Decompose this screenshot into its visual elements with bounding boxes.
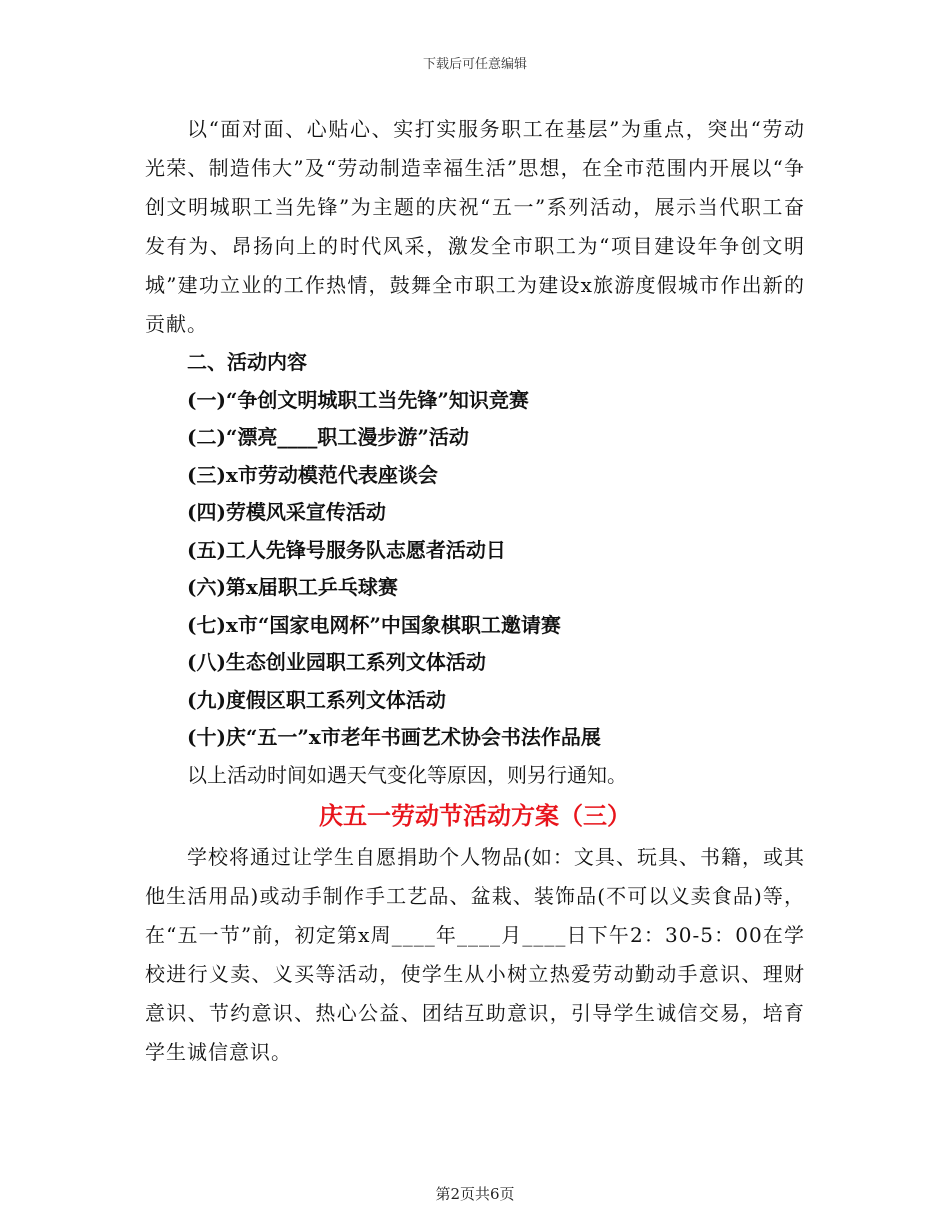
activity-item: (三)x市劳动模范代表座谈会 xyxy=(187,462,438,487)
page-header: 下载后可任意编辑 xyxy=(422,57,527,72)
activity-item: (五)工人先锋号服务队志愿者活动日 xyxy=(187,537,506,562)
activity-item: (九)度假区职工系列文体活动 xyxy=(187,687,446,712)
weather-note: 以上活动时间如遇天气变化等原因，则另行通知。 xyxy=(187,762,627,787)
activity-item: (六)第x届职工乒乓球赛 xyxy=(187,575,398,599)
section-heading: 二、活动内容 xyxy=(187,350,307,374)
activity-item: (二)“漂亮____职工漫步游”活动 xyxy=(187,425,469,449)
activity-item: (四)劳模风采宣传活动 xyxy=(187,500,386,524)
intro-paragraph: 以“面对面、心贴心、实打实服务职工在基层”为重点，突出“劳动光荣、制造伟大”及“劳动制造幸福生活”思想，在全市范围内开展以“争创文明城职工当先锋”为主题的庆祝“五一”系列活动，展示当代职工奋发有为、昂扬向上的时代风采，激发全市职工为“项目建设年争创文明城”建功立业的工作热情，鼓舞全市职工为建设x旅游度假城市作出新的贡献。 xyxy=(145,117,805,336)
document-body xyxy=(145,110,805,1072)
activity-item: (八)生态创业园职工系列文体活动 xyxy=(187,650,486,674)
activity-item: (十)庆“五一”x市老年书画艺术协会书法作品展 xyxy=(187,725,601,749)
plan-paragraph: 学校将通过让学生自愿捐助个人物品(如：文具、玩具、书籍，或其他生活用品)或动手制作手工艺品、盆栽、装饰品(不可以义卖食品)等，在“五一节”前，初定第x周____年____月____日下午2：30-5：00在学校进行义卖、义买等活动，使学生从小树立热爱劳动勤动手意识、理财意识、节约意识、热心公益、团结互助意识，引导学生诚信交易，培育学生诚信意识。 xyxy=(145,845,805,1064)
activity-item: (一)“争创文明城职工当先锋”知识竞赛 xyxy=(187,387,529,412)
page-footer: 第2页共6页 xyxy=(435,1185,515,1203)
plan-title: 庆五一劳动节活动方案（三） xyxy=(319,802,631,830)
activity-item: (七)x市“国家电网杯”中国象棋职工邀请赛 xyxy=(187,612,561,637)
